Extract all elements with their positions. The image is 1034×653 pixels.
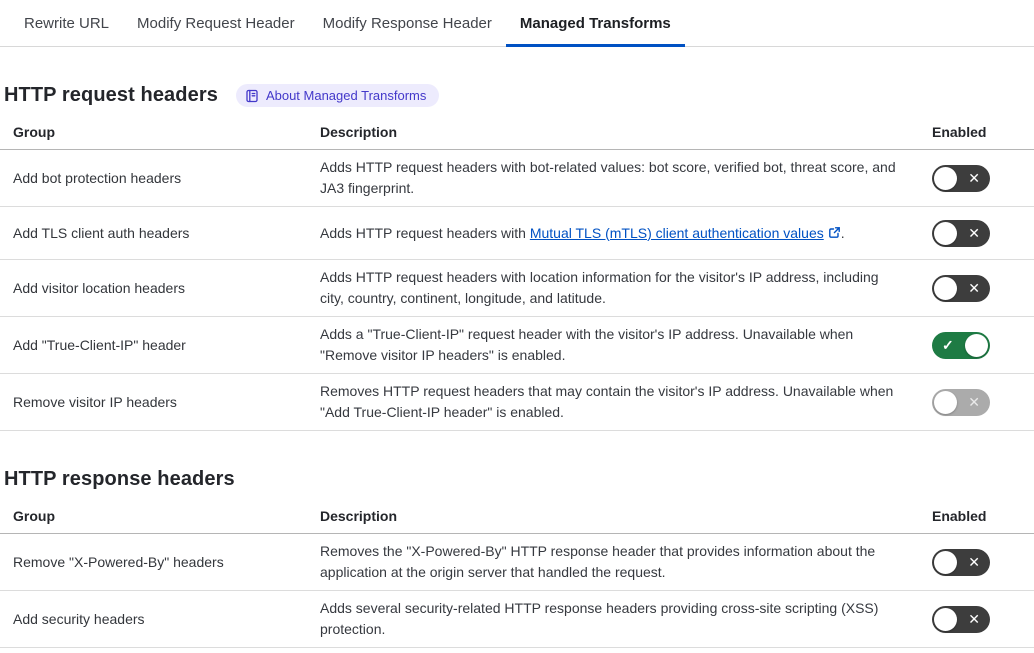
description-cell: Removes the "X-Powered-By" HTTP response header that provides information about the application at the origin server that handled the request.	[320, 543, 876, 580]
book-icon	[245, 89, 259, 103]
toggle-knob	[934, 167, 957, 190]
enabled-cell	[932, 549, 1034, 576]
group-name: Add security headers	[13, 611, 145, 627]
table-row	[0, 260, 1034, 317]
column-header-enabled: Enabled	[932, 508, 987, 524]
request-section-header	[4, 84, 1034, 107]
toggle-knob	[934, 391, 957, 414]
description-cell: Adds several security-related HTTP response headers providing cross-site scripting (XSS) protection.	[320, 600, 879, 637]
column-header-group: Group	[13, 508, 55, 524]
request-headers-rows	[0, 150, 1034, 431]
about-managed-transforms-badge[interactable]	[236, 84, 439, 107]
group-name: Add visitor location headers	[13, 280, 185, 296]
description-cell: Adds HTTP request headers with location information for the visitor's IP address, including city, country, continent, longitude, and latitude.	[320, 269, 879, 306]
description-cell: Adds a "True-Client-IP" request header with the visitor's IP address. Unavailable when "Remove visitor IP headers" is enabled.	[320, 326, 854, 363]
response-headers-rows	[0, 534, 1034, 648]
enabled-toggle[interactable]	[932, 332, 990, 359]
toggle-state-icon: ✕	[968, 394, 980, 410]
enabled-cell	[932, 275, 1034, 302]
response-headers-table	[0, 502, 1034, 648]
table-row	[0, 317, 1034, 374]
badge-label: About Managed Transforms	[265, 88, 427, 103]
table-row	[0, 207, 1034, 260]
toggle-knob	[965, 334, 988, 357]
group-name: Remove visitor IP headers	[13, 394, 177, 410]
column-header-description: Description	[320, 508, 398, 524]
external-link-icon	[828, 226, 841, 239]
table-row	[0, 150, 1034, 207]
enabled-cell	[932, 220, 1034, 247]
toggle-state-icon: ✕	[968, 225, 980, 241]
group-name: Remove "X-Powered-By" headers	[13, 554, 224, 570]
column-header-enabled: Enabled	[932, 124, 987, 140]
description-cell: Adds HTTP request headers with Mutual TLS (mTLS) client authentication values .	[320, 224, 845, 241]
description-cell: Adds HTTP request headers with bot-related values: bot score, verified bot, threat score, and JA3 fingerprint.	[320, 159, 896, 196]
table-header-row	[0, 502, 1034, 534]
column-header-description: Description	[320, 124, 398, 140]
enabled-cell	[932, 389, 1034, 416]
column-header-group: Group	[13, 124, 55, 140]
toggle-state-icon: ✕	[968, 611, 980, 627]
toggle-knob	[934, 608, 957, 631]
toggle-state-icon: ✕	[968, 554, 980, 570]
table-header-row	[0, 118, 1034, 150]
toggle-knob	[934, 222, 957, 245]
group-name: Add "True-Client-IP" header	[13, 337, 186, 353]
table-row	[0, 591, 1034, 648]
response-section-header	[4, 468, 1034, 491]
enabled-toggle[interactable]	[932, 220, 990, 247]
tab-bar	[0, 0, 1034, 47]
table-row	[0, 374, 1034, 431]
tab-modify-request-header[interactable]: Modify Request Header	[137, 15, 295, 32]
group-name: Add bot protection headers	[13, 170, 182, 186]
enabled-toggle	[932, 389, 990, 416]
enabled-toggle[interactable]	[932, 606, 990, 633]
tab-managed-transforms[interactable]: Managed Transforms	[506, 0, 685, 47]
tab-modify-response-header[interactable]: Modify Response Header	[322, 15, 492, 32]
toggle-knob	[934, 551, 957, 574]
enabled-toggle[interactable]	[932, 549, 990, 576]
section-title-response: HTTP response headers	[4, 468, 235, 490]
enabled-cell	[932, 606, 1034, 633]
toggle-state-icon: ✓	[942, 337, 954, 353]
group-name: Add TLS client auth headers	[13, 225, 190, 241]
enabled-toggle[interactable]	[932, 165, 990, 192]
request-headers-table	[0, 118, 1034, 431]
toggle-state-icon: ✕	[968, 170, 980, 186]
page-title: HTTP request headers	[4, 84, 218, 106]
enabled-toggle[interactable]	[932, 275, 990, 302]
enabled-cell	[932, 165, 1034, 192]
table-row	[0, 534, 1034, 591]
description-cell: Removes HTTP request headers that may contain the visitor's IP address. Unavailable when "Add True-Client-IP header" is enabled.	[320, 383, 894, 420]
description-link[interactable]: Mutual TLS (mTLS) client authentication values	[529, 224, 824, 241]
toggle-state-icon: ✕	[968, 280, 980, 296]
enabled-cell	[932, 332, 1034, 359]
tab-rewrite-url[interactable]: Rewrite URL	[24, 15, 110, 32]
toggle-knob	[934, 277, 957, 300]
